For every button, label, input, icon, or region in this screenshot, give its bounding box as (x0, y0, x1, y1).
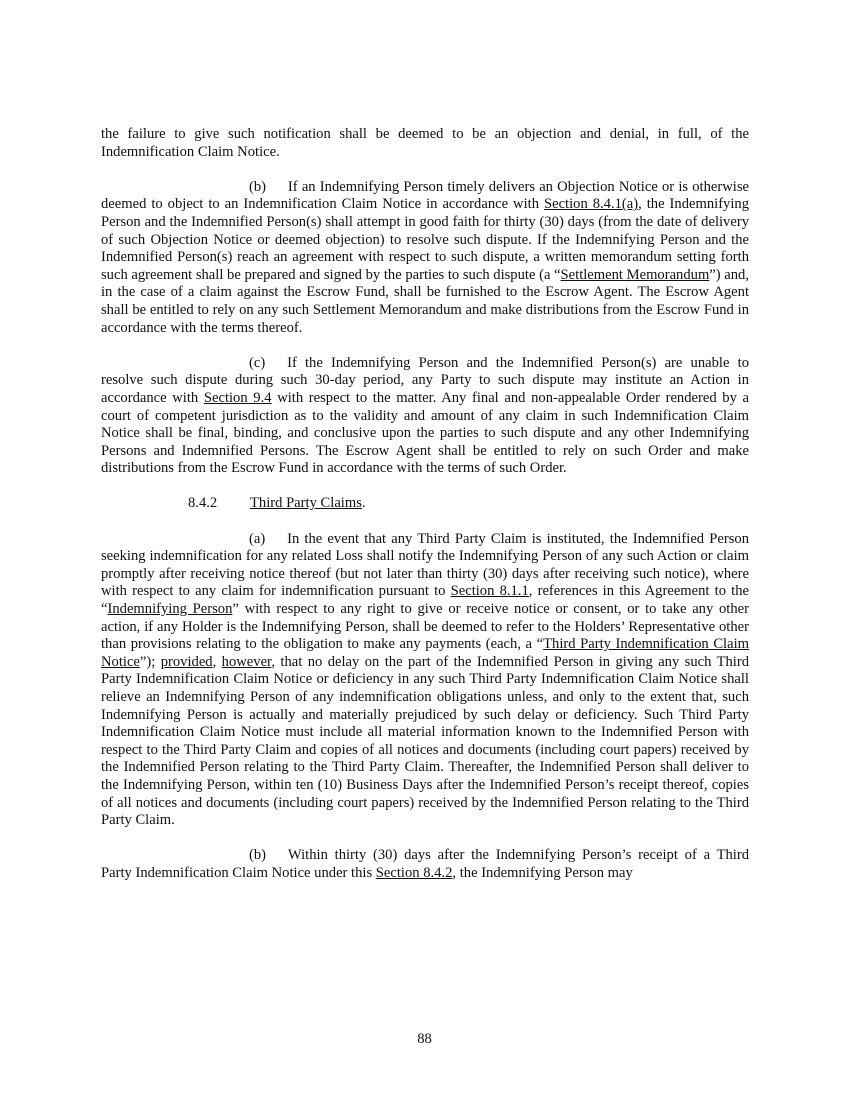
paragraph-8-4-2-a (101, 531, 749, 830)
clause-label: (b) (249, 178, 267, 195)
section-reference: Section 8.4.2 (375, 864, 453, 881)
clause-text: , the Indemnifying Person and the Indemnified Person(s) shall attempt in good faith for thirty (30) days (from the date of delivery of such Objection Notice or deemed objection) to resolve such dispute. If the Indemnifying Person and the Indemnified Person(s) reach an agreement with respect to such dispute, a written memorandum setting forth such agreement shall be prepared and signed by the parties to such dispute (a “ (101, 196, 749, 283)
defined-term: Indemnifying Person (107, 601, 233, 618)
clause-text: Within thirty (30) days after the Indemnifying Person’s receipt of a Third Party Indemnification Claim Notice under this (101, 847, 749, 881)
defined-term: Settlement Memorandum (560, 266, 710, 283)
paragraph-text: the failure to give such notification shall be deemed to be an objection and denial, in full, of the Indemnification Claim Notice. (101, 126, 749, 160)
section-reference: Section 9.4 (203, 389, 272, 406)
section-title-period: . (361, 495, 366, 512)
clause-text: with respect to the matter. Any final and non-appealable Order rendered by a court of competent jurisdiction as to the validity and amount of any claim in such Indemnification Claim Notice shall be final, binding, and conclusive upon the parties to such dispute and any other Indemnifying Persons and Indemnified Persons. The Escrow Agent shall be entitled to rely on such Order and make distributions from the Escrow Fund in accordance with the terms of such Order. (101, 389, 749, 477)
defined-term: Third Party Indemnification Claim Notice (101, 636, 749, 670)
section-title: Third Party Claims (250, 495, 362, 512)
proviso-term: provided (160, 653, 213, 670)
clause-text: In the event that any Third Party Claim is instituted, the Indemnified Person seeking indemnification for any related Loss shall notify the Indemnifying Person of any such Action or claim promptly after receiving notice thereof (but not later than thirty (30) days after receiving such notice), where with respect to any claim for indemnification pursuant to (101, 530, 749, 600)
clause-label: (a) (249, 530, 266, 547)
page-number: 88 (417, 1031, 432, 1047)
clause-text: , that no delay on the part of the Indemnified Person in giving any such Third Party Indemnification Claim Notice or deficiency in any such Third Party Indemnification Claim Notice shall relieve an Indemnifying Person of any indemnification obligations unless, and only to the extent that, such Indemnifying Person is actually and materially prejudiced by such delay or deficiency. Such Third Party Indemnification Claim Notice must include all material information known to the Indemnified Person with respect to the Third Party Claim and copies of all notices and documents (including court papers) received by the Indemnified Person relating to the Third Party Claim. Thereafter, the Indemnified Person shall deliver to the Indemnifying Person, within ten (10) Business Days after the Indemnified Person’s receipt thereof, copies of all notices and documents (including court papers) received by the Indemnified Person relating to the Third Party Claim. (101, 653, 750, 829)
clause-text: ”); (139, 653, 161, 670)
paragraph-continuation (101, 126, 749, 161)
paragraph-8-4-2-b (101, 847, 749, 882)
paragraph-8-4-1-c (101, 355, 749, 478)
section-reference: Section 8.1.1 (450, 583, 529, 600)
section-heading-8-4-2 (101, 495, 749, 513)
document-body (101, 126, 749, 900)
section-reference: Section 8.4.1(a) (543, 196, 639, 213)
paragraph-8-4-1-b (101, 179, 749, 337)
section-number: 8.4.2 (188, 495, 218, 512)
clause-text: If the Indemnifying Person and the Indemnified Person(s) are unable to resolve such dispute during such 30-day period, any Party to such dispute may institute an Action in accordance with (101, 354, 749, 406)
clause-label: (b) (249, 847, 267, 864)
clause-text: ”) and, in the case of a claim against the Escrow Fund, shall be furnished to the Escrow Agent. The Escrow Agent shall be entitled to rely on any such Settlement Memorandum and make distributions from the Escrow Fund in accordance with the terms thereof. (101, 266, 750, 336)
clause-text: ” with respect to any right to give or receive notice or consent, or to take any other action, if any Holder is the Indemnifying Person, shall be deemed to refer to the Holders’ Representative other than provisions relating to the obligation to make any payments (each, a “ (101, 601, 749, 653)
clause-text: , the Indemnifying Person may (452, 864, 633, 881)
clause-text: , references in this Agreement to the “ (101, 583, 749, 618)
clause-text: If an Indemnifying Person timely delivers an Objection Notice or is otherwise deemed to object to an Indemnification Claim Notice in accordance with (101, 178, 749, 213)
proviso-term: however (221, 653, 272, 670)
clause-text: , (212, 653, 222, 670)
clause-label: (c) (249, 354, 266, 371)
